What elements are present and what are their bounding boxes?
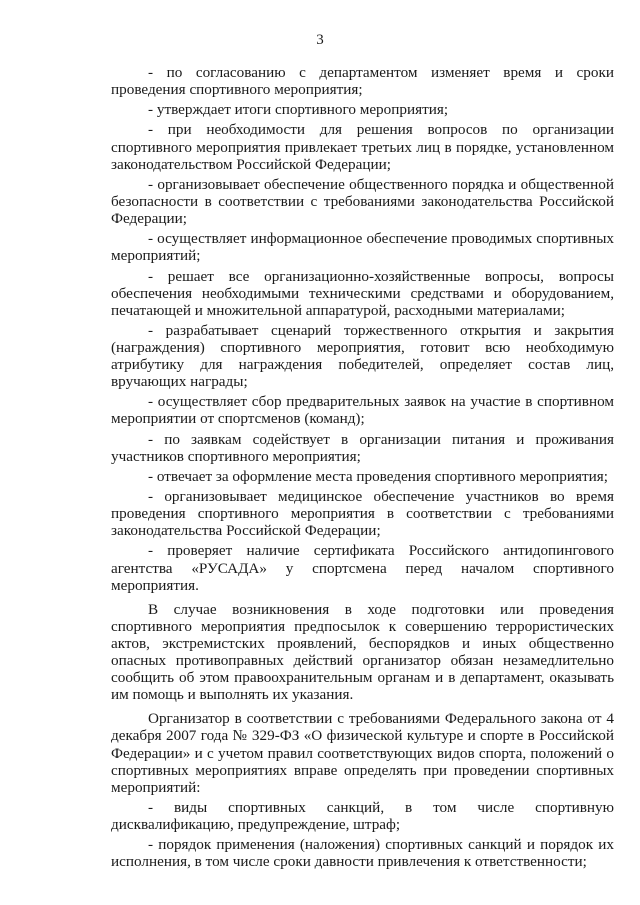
list-item: - решает все организационно-хозяйственные вопросы, вопросы обеспечения необходимыми техническими средствами и оборудованием, печатающей и множительной аппаратурой, расходными материалами; <box>111 267 614 319</box>
list-item: - по заявкам содействует в организации питания и проживания участников спортивного мероприятия; <box>111 430 614 465</box>
list-item: - виды спортивных санкций, в том числе спортивную дисквалификацию, предупреждение, штраф; <box>111 798 614 833</box>
list-item: - порядок применения (наложения) спортивных санкций и порядок их исполнения, в том числе сроки давности привлечения к ответственности; <box>111 836 614 871</box>
list-item: - осуществляет сбор предварительных заявок на участие в спортивном мероприятии от спортсменов (команд); <box>111 393 614 428</box>
page-number: 3 <box>316 32 324 48</box>
list-item: - разрабатывает сценарий торжественного открытия и закрытия (награждения) спортивного мероприятия, готовит всю необходимую атрибутику для награждения победителей, определяет состав лиц, вручающих награды; <box>111 321 614 391</box>
paragraph-federal-law: Организатор в соответствии с требованиями Федерального закона от 4 декабря 2007 года № 329-ФЗ «О физической культуре и спорте в Российской Федерации» и с учетом правил соответствующих видов спорта, положений о спортивных мероприятиях вправе определять при проведении спортивных мероприятий: <box>111 710 614 796</box>
list-item: - утверждает итоги спортивного мероприятия; <box>148 101 449 119</box>
paragraph-security: В случае возникновения в ходе подготовки или проведения спортивного мероприятия предпосылок к совершению террористических актов, экстремистских проявлений, беспорядков и иных общественно опасных противоправных действий организатор обязан незамедлительно сообщить об этом правоохранительным органам и в департамент, оказывать им помощь и выполнять их указания. <box>111 600 614 704</box>
list-item: - организовывает обеспечение общественного порядка и общественной безопасности в соответствии с требованиями законодательства Российской Федерации; <box>111 175 614 228</box>
list-item: - организовывает медицинское обеспечение участников во время проведения спортивного мероприятия в соответствии с требованиями законодательства Российской Федерации; <box>111 488 614 540</box>
document-body <box>111 64 614 873</box>
list-item: - отвечает за оформление места проведения спортивного мероприятия; <box>148 467 608 485</box>
list-item: - по согласованию с департаментом изменяет время и сроки проведения спортивного мероприятия; <box>111 64 614 99</box>
list-item: - при необходимости для решения вопросов по организации спортивного мероприятия привлекает третьих лиц в порядке, установленном законодательством Российской Федерации; <box>111 121 614 173</box>
list-item: - осуществляет информационное обеспечение проводимых спортивных мероприятий; <box>111 230 614 265</box>
list-item: - проверяет наличие сертификата Российского антидопингового агентства «РУСАДА» у спортсмена перед началом спортивного мероприятия. <box>111 542 614 594</box>
